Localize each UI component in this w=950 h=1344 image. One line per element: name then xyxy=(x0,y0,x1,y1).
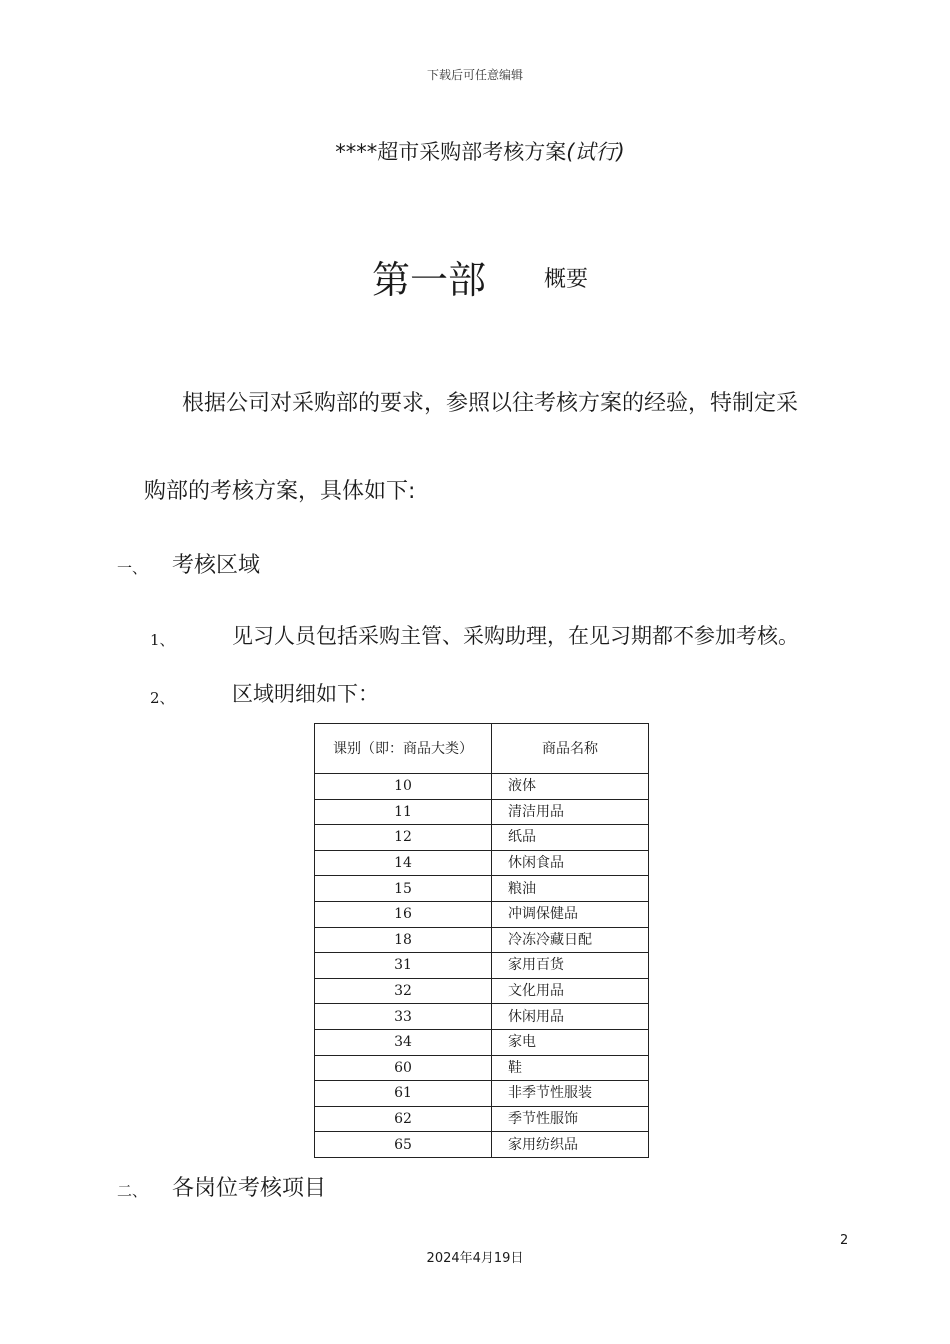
item-1-text: 见习人员包括采购主管、采购助理，在见习期都不参加考核。 xyxy=(232,624,799,648)
category-code-cell: 33 xyxy=(315,1004,492,1030)
table-body xyxy=(315,774,649,1158)
category-code-cell: 65 xyxy=(315,1132,492,1158)
category-code-cell: 31 xyxy=(315,953,492,979)
section-2-number: 二、 xyxy=(117,1182,148,1200)
item-1-number: 1、 xyxy=(150,631,175,649)
table-row xyxy=(315,953,649,979)
product-name-cell: 纸品 xyxy=(492,825,649,851)
category-code-cell: 11 xyxy=(315,799,492,825)
product-name-cell: 休闲用品 xyxy=(492,1004,649,1030)
page-number: 2 xyxy=(840,1233,849,1248)
table-row xyxy=(315,799,649,825)
table-header-row xyxy=(315,724,649,774)
product-name-cell: 休闲食品 xyxy=(492,850,649,876)
product-name-cell: 家用纺织品 xyxy=(492,1132,649,1158)
header-category-code: 课别（即：商品大类） xyxy=(315,724,492,774)
table-row xyxy=(315,1055,649,1081)
product-name-cell: 文化用品 xyxy=(492,978,649,1004)
category-code-cell: 61 xyxy=(315,1081,492,1107)
document-title-main: ****超市采购部考核方案 xyxy=(335,140,567,164)
product-name-cell: 冲调保健品 xyxy=(492,901,649,927)
category-code-cell: 34 xyxy=(315,1029,492,1055)
part-heading: 第一部 xyxy=(372,258,487,302)
category-code-cell: 15 xyxy=(315,876,492,902)
product-name-cell: 鞋 xyxy=(492,1055,649,1081)
category-code-cell: 60 xyxy=(315,1055,492,1081)
document-title xyxy=(0,136,950,166)
table-row xyxy=(315,876,649,902)
product-name-cell: 季节性服饰 xyxy=(492,1106,649,1132)
category-code-cell: 12 xyxy=(315,825,492,851)
product-name-cell: 清洁用品 xyxy=(492,799,649,825)
section-1-title: 考核区域 xyxy=(172,553,261,578)
table-row xyxy=(315,774,649,800)
header-note: 下载后可任意编辑 xyxy=(426,68,523,82)
header-product-name: 商品名称 xyxy=(492,724,649,774)
category-code-cell: 18 xyxy=(315,927,492,953)
product-name-cell: 家电 xyxy=(492,1029,649,1055)
product-name-cell: 家用百货 xyxy=(492,953,649,979)
table-row xyxy=(315,1004,649,1030)
product-name-cell: 非季节性服装 xyxy=(492,1081,649,1107)
table-row xyxy=(315,1029,649,1055)
footer-date: 2024年4月19日 xyxy=(426,1251,524,1266)
part-subheading: 概要 xyxy=(544,267,589,292)
table-row xyxy=(315,1132,649,1158)
category-code-cell: 10 xyxy=(315,774,492,800)
table-row xyxy=(315,978,649,1004)
table-row xyxy=(315,850,649,876)
region-detail-table xyxy=(314,723,649,1158)
category-code-cell: 14 xyxy=(315,850,492,876)
intro-paragraph-line-2: 购部的考核方案，具体如下: xyxy=(144,479,416,504)
intro-paragraph-line-1: 根据公司对采购部的要求，参照以往考核方案的经验，特制定采 xyxy=(182,391,799,416)
table-row xyxy=(315,927,649,953)
category-code-cell: 16 xyxy=(315,901,492,927)
section-1-number: 一、 xyxy=(117,559,148,577)
table-row xyxy=(315,1106,649,1132)
product-name-cell: 液体 xyxy=(492,774,649,800)
item-2-text: 区域明细如下： xyxy=(232,682,379,706)
category-code-cell: 32 xyxy=(315,978,492,1004)
product-name-cell: 粮油 xyxy=(492,876,649,902)
item-2-number: 2、 xyxy=(150,689,175,707)
table-row xyxy=(315,825,649,851)
section-2-title: 各岗位考核项目 xyxy=(172,1176,327,1201)
product-name-cell: 冷冻冷藏日配 xyxy=(492,927,649,953)
category-code-cell: 62 xyxy=(315,1106,492,1132)
table-row xyxy=(315,1081,649,1107)
table-row xyxy=(315,901,649,927)
document-title-sub: (试行) xyxy=(566,140,625,164)
